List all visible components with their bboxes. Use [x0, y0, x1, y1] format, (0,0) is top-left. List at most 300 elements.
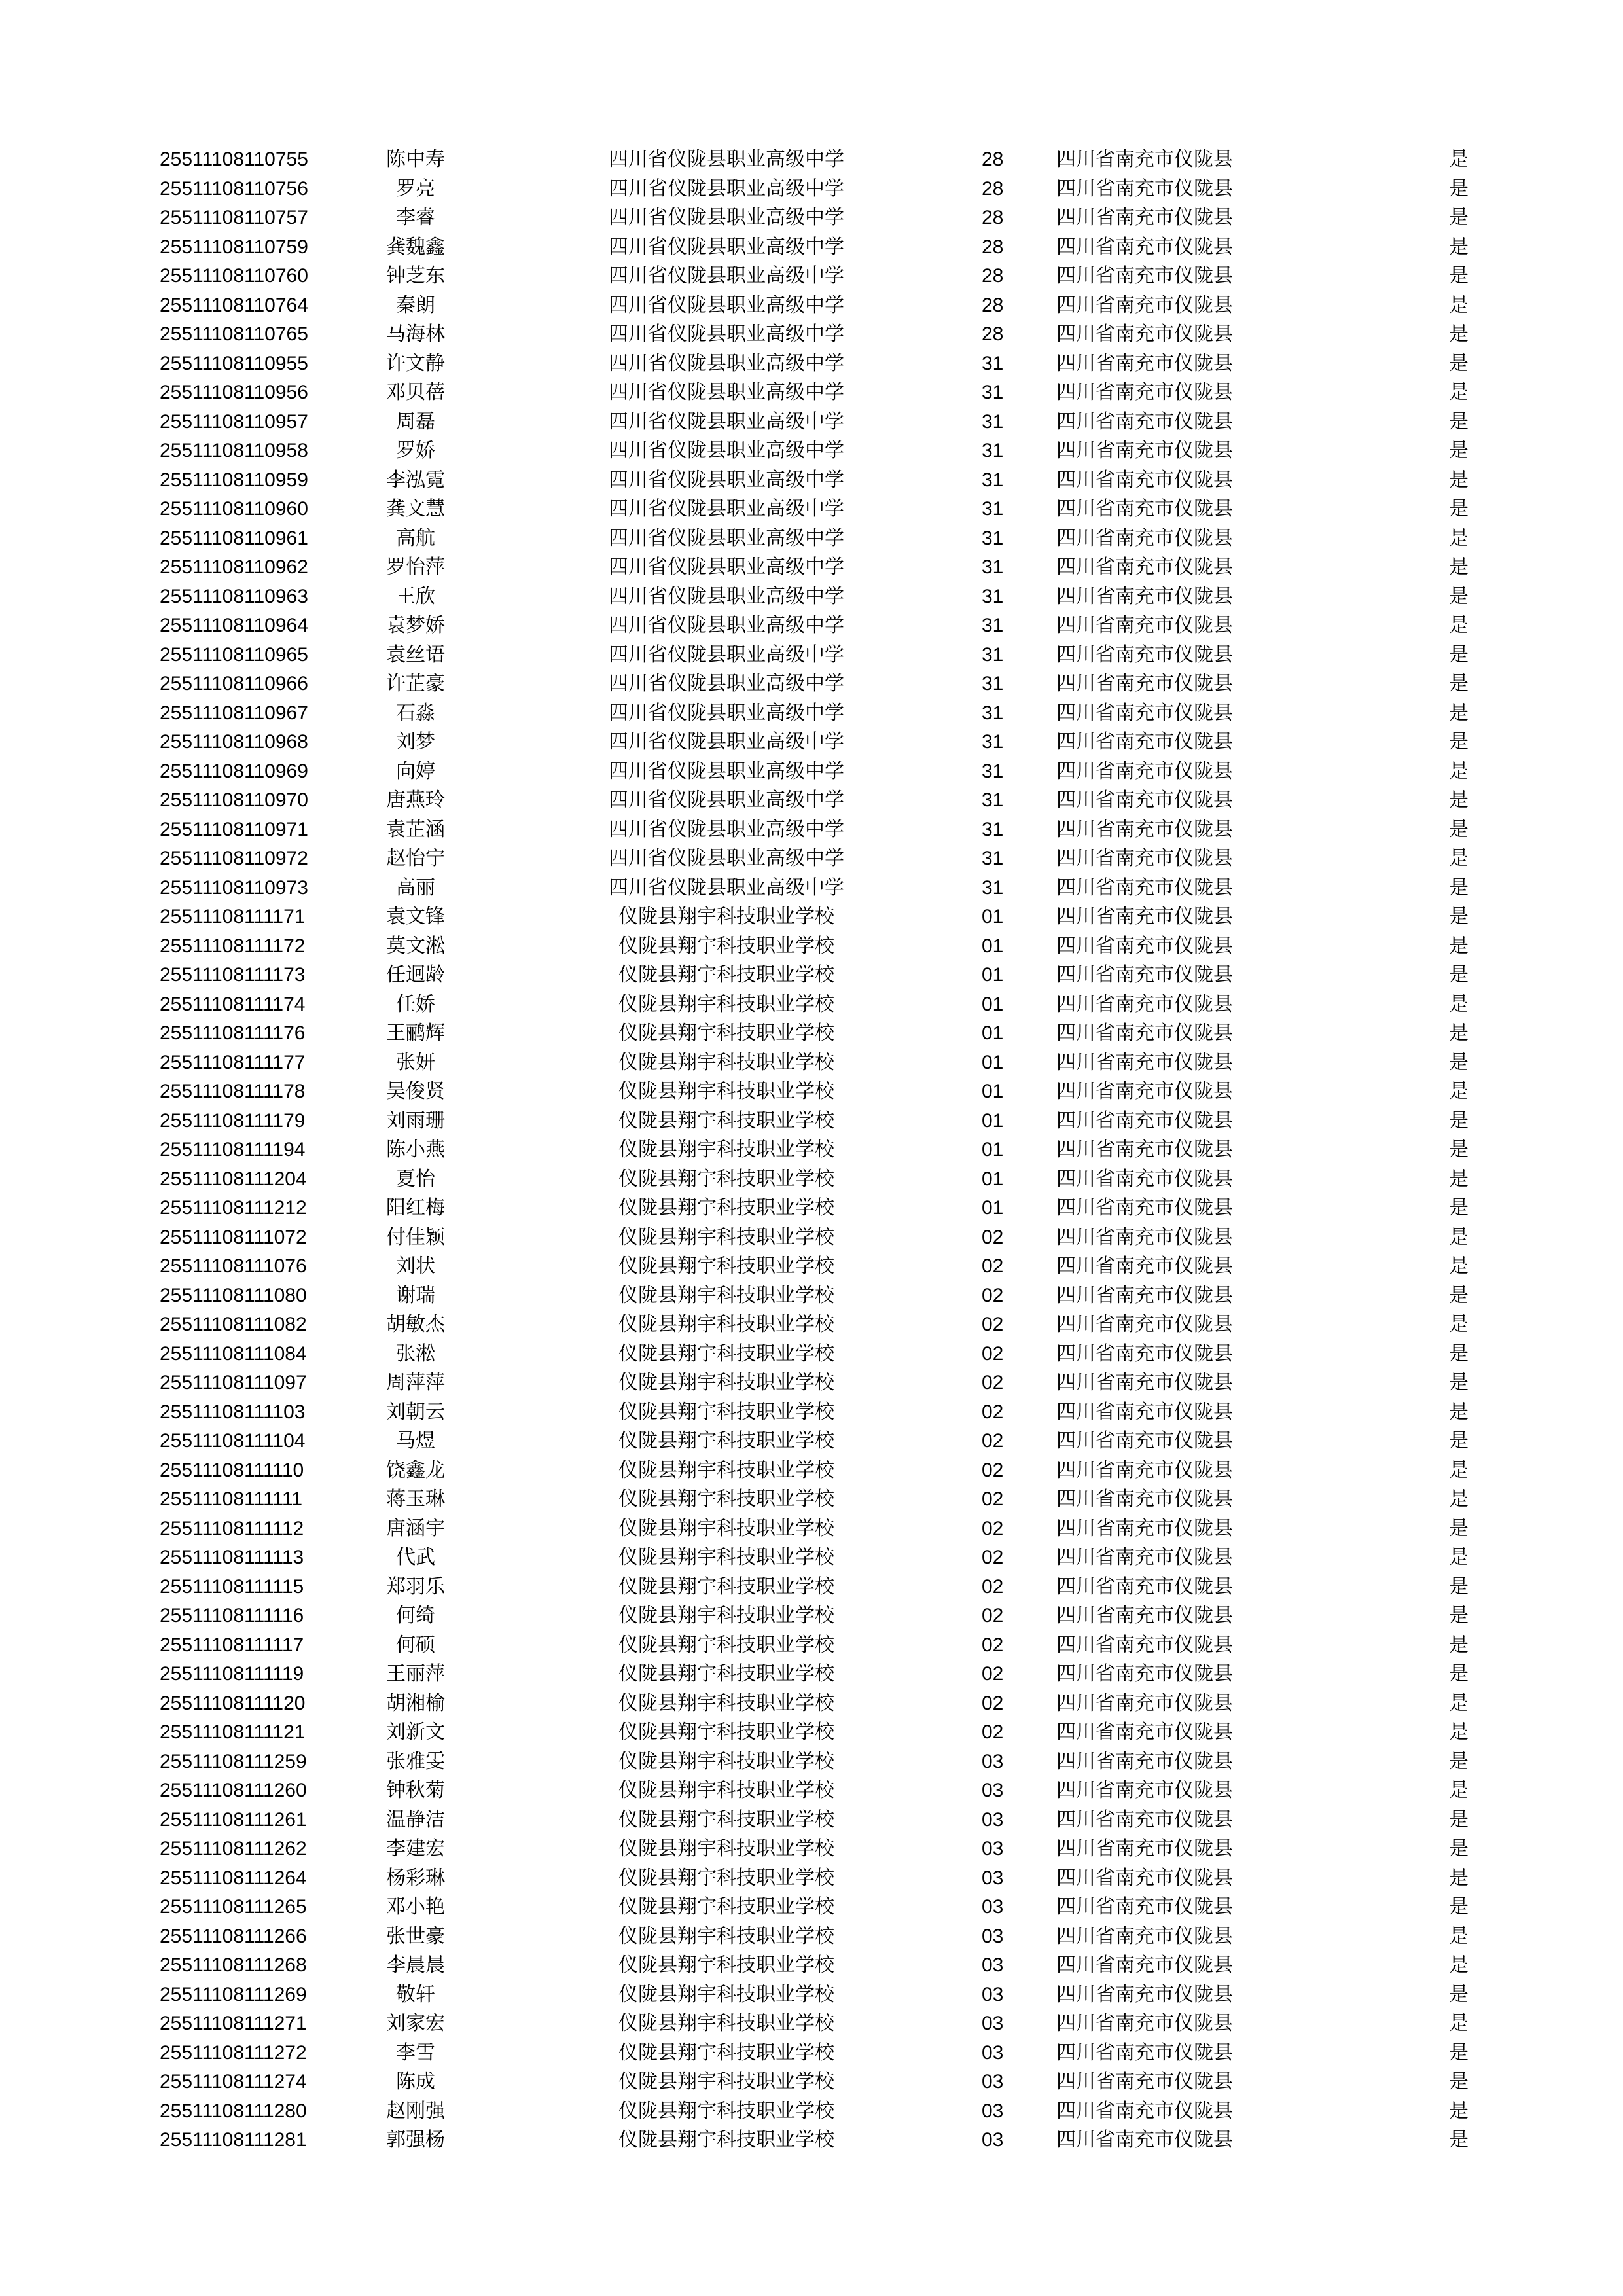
- class-number-cell: 02: [982, 1547, 1004, 1568]
- status-flag-cell: 是: [1449, 643, 1469, 666]
- student-name-cell: 李泓霓: [386, 468, 445, 492]
- class-number-cell: 02: [982, 1255, 1004, 1277]
- school-cell: 仪陇县翔宇科技职业学校: [618, 2012, 834, 2035]
- student-name-cell: 许文静: [386, 351, 445, 375]
- school-cell: 四川省仪陇县职业高级中学: [609, 817, 844, 841]
- school-cell: 仪陇县翔宇科技职业学校: [618, 1808, 834, 1831]
- class-number-cell: 02: [982, 1634, 1004, 1656]
- class-number-cell: 03: [982, 1896, 1004, 1918]
- student-id-cell: 25511108111097: [160, 1372, 307, 1393]
- school-cell: 仪陇县翔宇科技职业学校: [618, 1109, 834, 1132]
- table-row: [160, 1922, 1469, 1952]
- table-row: [160, 1077, 1469, 1107]
- student-id-cell: 25511108111204: [160, 1168, 307, 1190]
- student-name-cell: 温静洁: [386, 1808, 445, 1831]
- location-cell: 四川省南充市仪陇县: [1056, 759, 1233, 783]
- class-number-cell: 31: [982, 731, 1004, 753]
- student-id-cell: 25511108110966: [160, 673, 308, 694]
- location-cell: 四川省南充市仪陇县: [1056, 1488, 1233, 1511]
- school-cell: 四川省仪陇县职业高级中学: [609, 177, 844, 200]
- class-number-cell: 31: [982, 352, 1004, 374]
- student-id-cell: 25511108111173: [160, 964, 306, 986]
- student-name-cell: 郭强杨: [386, 2128, 445, 2151]
- status-flag-cell: 是: [1449, 556, 1469, 579]
- location-cell: 四川省南充市仪陇县: [1056, 264, 1233, 287]
- student-name-cell: 张妍: [396, 1050, 435, 1074]
- student-id-cell: 25511108110955: [160, 352, 308, 374]
- status-flag-cell: 是: [1449, 701, 1469, 725]
- student-name-cell: 饶鑫龙: [386, 1458, 445, 1482]
- school-cell: 仪陇县翔宇科技职业学校: [618, 1662, 834, 1685]
- class-number-cell: 03: [982, 2013, 1004, 2034]
- table-row: [160, 583, 1469, 612]
- class-number-cell: 03: [982, 1838, 1004, 1859]
- student-name-cell: 周磊: [396, 410, 435, 433]
- table-row: [160, 175, 1469, 204]
- student-id-cell: 25511108111274: [160, 2071, 307, 2092]
- location-cell: 四川省南充市仪陇县: [1056, 439, 1233, 462]
- location-cell: 四川省南充市仪陇县: [1056, 206, 1233, 229]
- school-cell: 四川省仪陇县职业高级中学: [609, 847, 844, 870]
- student-name-cell: 袁梦娇: [386, 614, 445, 637]
- student-id-cell: 25511108111111: [160, 1488, 302, 1510]
- status-flag-cell: 是: [1449, 1400, 1469, 1424]
- school-cell: 仪陇县翔宇科技职业学校: [618, 2070, 834, 2093]
- student-id-cell: 25511108110961: [160, 527, 308, 549]
- class-number-cell: 31: [982, 556, 1004, 578]
- student-id-cell: 25511108110960: [160, 498, 308, 520]
- table-row: [160, 1398, 1469, 1427]
- school-cell: 仪陇县翔宇科技职业学校: [618, 1458, 834, 1482]
- student-name-cell: 邓贝蓓: [386, 381, 445, 404]
- status-flag-cell: 是: [1449, 817, 1469, 841]
- status-flag-cell: 是: [1449, 1575, 1469, 1598]
- student-id-cell: 25511108111194: [160, 1139, 306, 1160]
- table-row: [160, 1427, 1469, 1456]
- status-flag-cell: 是: [1449, 1516, 1469, 1540]
- status-flag-cell: 是: [1449, 2128, 1469, 2151]
- student-name-cell: 陈小燕: [386, 1138, 445, 1161]
- status-flag-cell: 是: [1449, 1691, 1469, 1715]
- student-id-cell: 25511108111112: [160, 1517, 304, 1539]
- school-cell: 仪陇县翔宇科技职业学校: [618, 1982, 834, 2006]
- location-cell: 四川省南充市仪陇县: [1056, 963, 1233, 986]
- status-flag-cell: 是: [1449, 730, 1469, 753]
- location-cell: 四川省南充市仪陇县: [1056, 1546, 1233, 1569]
- student-name-cell: 袁丝语: [386, 643, 445, 666]
- status-flag-cell: 是: [1449, 1050, 1469, 1074]
- location-cell: 四川省南充市仪陇县: [1056, 672, 1233, 695]
- location-cell: 四川省南充市仪陇县: [1056, 2099, 1233, 2123]
- table-row: [160, 641, 1469, 670]
- student-id-cell: 25511108111176: [160, 1022, 306, 1044]
- student-id-cell: 25511108111281: [160, 2129, 307, 2151]
- table-row: [160, 1602, 1469, 1631]
- table-row: [160, 291, 1469, 321]
- student-id-cell: 25511108110757: [160, 207, 308, 228]
- school-cell: 仪陇县翔宇科技职业学校: [618, 1895, 834, 1918]
- table-row: [160, 1136, 1469, 1165]
- student-name-cell: 吴俊贤: [386, 1080, 445, 1103]
- location-cell: 四川省南充市仪陇县: [1056, 1225, 1233, 1249]
- student-name-cell: 刘新文: [386, 1721, 445, 1744]
- table-row: [160, 495, 1469, 524]
- school-cell: 四川省仪陇县职业高级中学: [609, 351, 844, 375]
- student-name-cell: 赵怡宁: [386, 847, 445, 870]
- student-id-cell: 25511108111172: [160, 935, 306, 957]
- school-cell: 仪陇县翔宇科技职业学校: [618, 1779, 834, 1802]
- class-number-cell: 01: [982, 1139, 1004, 1160]
- table-row: [160, 816, 1469, 845]
- status-flag-cell: 是: [1449, 1313, 1469, 1336]
- location-cell: 四川省南充市仪陇县: [1056, 351, 1233, 375]
- table-row: [160, 2039, 1469, 2068]
- class-number-cell: 03: [982, 1983, 1004, 2005]
- table-row: [160, 408, 1469, 437]
- class-number-cell: 31: [982, 876, 1004, 899]
- status-flag-cell: 是: [1449, 1779, 1469, 1802]
- school-cell: 仪陇县翔宇科技职业学校: [618, 1080, 834, 1103]
- table-row: [160, 961, 1469, 990]
- location-cell: 四川省南充市仪陇县: [1056, 1167, 1233, 1191]
- table-row: [160, 204, 1469, 233]
- class-number-cell: 02: [982, 1575, 1004, 1598]
- student-id-cell: 25511108110971: [160, 818, 308, 840]
- status-flag-cell: 是: [1449, 1283, 1469, 1307]
- student-roster-table: [160, 145, 1469, 2155]
- class-number-cell: 31: [982, 585, 1004, 607]
- table-row: [160, 1252, 1469, 1282]
- status-flag-cell: 是: [1449, 1749, 1469, 1773]
- location-cell: 四川省南充市仪陇县: [1056, 2128, 1233, 2151]
- table-row: [160, 1631, 1469, 1660]
- school-cell: 仪陇县翔宇科技职业学校: [618, 1604, 834, 1627]
- class-number-cell: 01: [982, 1022, 1004, 1044]
- student-name-cell: 何绮: [396, 1604, 435, 1627]
- student-name-cell: 刘家宏: [386, 2012, 445, 2035]
- status-flag-cell: 是: [1449, 1167, 1469, 1191]
- status-flag-cell: 是: [1449, 584, 1469, 608]
- table-row: [160, 1660, 1469, 1689]
- location-cell: 四川省南充市仪陇县: [1056, 730, 1233, 753]
- location-cell: 四川省南充市仪陇县: [1056, 1575, 1233, 1598]
- school-cell: 四川省仪陇县职业高级中学: [609, 759, 844, 783]
- status-flag-cell: 是: [1449, 1895, 1469, 1918]
- school-cell: 四川省仪陇县职业高级中学: [609, 614, 844, 637]
- location-cell: 四川省南充市仪陇县: [1056, 643, 1233, 666]
- student-name-cell: 刘梦: [396, 730, 435, 753]
- student-id-cell: 25511108111178: [160, 1081, 306, 1102]
- student-id-cell: 25511108110759: [160, 236, 308, 258]
- student-id-cell: 25511108110962: [160, 556, 308, 578]
- table-row: [160, 524, 1469, 554]
- student-name-cell: 何硕: [396, 1633, 435, 1657]
- table-row: [160, 874, 1469, 903]
- school-cell: 四川省仪陇县职业高级中学: [609, 556, 844, 579]
- table-row: [160, 1282, 1469, 1311]
- student-name-cell: 许芷豪: [386, 672, 445, 695]
- location-cell: 四川省南充市仪陇县: [1056, 1895, 1233, 1918]
- student-id-cell: 25511108110764: [160, 294, 308, 316]
- class-number-cell: 03: [982, 1780, 1004, 1801]
- location-cell: 四川省南充市仪陇县: [1056, 2070, 1233, 2093]
- student-name-cell: 王丽萍: [386, 1662, 445, 1685]
- student-name-cell: 阳红梅: [386, 1196, 445, 1219]
- location-cell: 四川省南充市仪陇县: [1056, 1516, 1233, 1540]
- class-number-cell: 28: [982, 149, 1004, 170]
- school-cell: 仪陇县翔宇科技职业学校: [618, 1050, 834, 1074]
- class-number-cell: 03: [982, 2041, 1004, 2064]
- student-id-cell: 25511108111272: [160, 2041, 307, 2064]
- student-id-cell: 25511108111269: [160, 1983, 307, 2005]
- class-number-cell: 31: [982, 643, 1004, 666]
- student-id-cell: 25511108111116: [160, 1605, 304, 1626]
- status-flag-cell: 是: [1449, 148, 1469, 171]
- location-cell: 四川省南充市仪陇县: [1056, 847, 1233, 870]
- school-cell: 四川省仪陇县职业高级中学: [609, 410, 844, 433]
- location-cell: 四川省南充市仪陇县: [1056, 1662, 1233, 1685]
- student-name-cell: 李建宏: [386, 1837, 445, 1860]
- location-cell: 四川省南充市仪陇县: [1056, 468, 1233, 492]
- school-cell: 四川省仪陇县职业高级中学: [609, 381, 844, 404]
- student-name-cell: 张雅雯: [386, 1749, 445, 1773]
- status-flag-cell: 是: [1449, 1954, 1469, 1977]
- location-cell: 四川省南充市仪陇县: [1056, 323, 1233, 346]
- roster-body: [160, 145, 1469, 2155]
- school-cell: 四川省仪陇县职业高级中学: [609, 235, 844, 259]
- table-row: [160, 757, 1469, 787]
- table-row: [160, 670, 1469, 699]
- school-cell: 仪陇县翔宇科技职业学校: [618, 1429, 834, 1452]
- student-name-cell: 任迥龄: [386, 963, 445, 986]
- school-cell: 仪陇县翔宇科技职业学校: [618, 1255, 834, 1278]
- school-cell: 四川省仪陇县职业高级中学: [609, 439, 844, 462]
- class-number-cell: 31: [982, 469, 1004, 491]
- table-row: [160, 320, 1469, 350]
- location-cell: 四川省南充市仪陇县: [1056, 1400, 1233, 1424]
- student-name-cell: 杨彩琳: [386, 1866, 445, 1890]
- school-cell: 四川省仪陇县职业高级中学: [609, 584, 844, 608]
- table-row: [160, 378, 1469, 408]
- student-id-cell: 25511108111103: [160, 1401, 306, 1423]
- table-row: [160, 350, 1469, 379]
- school-cell: 四川省仪陇县职业高级中学: [609, 526, 844, 550]
- table-row: [160, 437, 1469, 466]
- table-row: [160, 1573, 1469, 1602]
- table-row: [160, 1864, 1469, 1893]
- student-name-cell: 钟秋菊: [386, 1779, 445, 1802]
- table-row: [160, 1515, 1469, 1544]
- class-number-cell: 03: [982, 1750, 1004, 1772]
- status-flag-cell: 是: [1449, 410, 1469, 433]
- student-name-cell: 周萍萍: [386, 1371, 445, 1394]
- student-id-cell: 25511108110970: [160, 789, 308, 811]
- school-cell: 四川省仪陇县职业高级中学: [609, 497, 844, 520]
- location-cell: 四川省南充市仪陇县: [1056, 1371, 1233, 1394]
- school-cell: 仪陇县翔宇科技职业学校: [618, 1837, 834, 1860]
- school-cell: 仪陇县翔宇科技职业学校: [618, 1138, 834, 1161]
- school-cell: 仪陇县翔宇科技职业学校: [618, 934, 834, 958]
- school-cell: 仪陇县翔宇科技职业学校: [618, 1691, 834, 1715]
- location-cell: 四川省南充市仪陇县: [1056, 1866, 1233, 1890]
- school-cell: 仪陇县翔宇科技职业学校: [618, 1400, 834, 1424]
- student-id-cell: 25511108111174: [160, 993, 306, 1015]
- table-row: [160, 2009, 1469, 2039]
- table-row: [160, 2097, 1469, 2126]
- student-name-cell: 陈中寿: [386, 148, 445, 171]
- location-cell: 四川省南充市仪陇县: [1056, 1255, 1233, 1278]
- status-flag-cell: 是: [1449, 789, 1469, 812]
- status-flag-cell: 是: [1449, 1633, 1469, 1657]
- student-id-cell: 25511108110973: [160, 876, 308, 899]
- table-row: [160, 1310, 1469, 1340]
- student-id-cell: 25511108111110: [160, 1459, 304, 1481]
- status-flag-cell: 是: [1449, 1924, 1469, 1948]
- student-name-cell: 罗亮: [396, 177, 435, 200]
- student-id-cell: 25511108111268: [160, 1954, 307, 1976]
- table-row: [160, 990, 1469, 1020]
- table-row: [160, 1776, 1469, 1806]
- location-cell: 四川省南充市仪陇县: [1056, 1954, 1233, 1977]
- student-id-cell: 25511108111264: [160, 1867, 307, 1889]
- location-cell: 四川省南充市仪陇县: [1056, 876, 1233, 899]
- student-id-cell: 25511108110755: [160, 149, 308, 170]
- class-number-cell: 02: [982, 1605, 1004, 1626]
- status-flag-cell: 是: [1449, 1866, 1469, 1890]
- status-flag-cell: 是: [1449, 1429, 1469, 1452]
- school-cell: 仪陇县翔宇科技职业学校: [618, 2099, 834, 2123]
- student-name-cell: 龚魏鑫: [386, 235, 445, 259]
- location-cell: 四川省南充市仪陇县: [1056, 789, 1233, 812]
- location-cell: 四川省南充市仪陇县: [1056, 1050, 1233, 1074]
- student-id-cell: 25511108110968: [160, 731, 308, 753]
- status-flag-cell: 是: [1449, 759, 1469, 783]
- status-flag-cell: 是: [1449, 614, 1469, 637]
- location-cell: 四川省南充市仪陇县: [1056, 1604, 1233, 1627]
- student-name-cell: 胡湘榆: [386, 1691, 445, 1715]
- table-row: [160, 1223, 1469, 1253]
- school-cell: 仪陇县翔宇科技职业学校: [618, 2128, 834, 2151]
- class-number-cell: 28: [982, 236, 1004, 258]
- table-row: [160, 1981, 1469, 2010]
- student-id-cell: 25511108111259: [160, 1750, 307, 1772]
- student-name-cell: 袁文锋: [386, 905, 445, 928]
- student-id-cell: 25511108110969: [160, 760, 308, 782]
- status-flag-cell: 是: [1449, 323, 1469, 346]
- class-number-cell: 28: [982, 265, 1004, 287]
- school-cell: 仪陇县翔宇科技职业学校: [618, 1225, 834, 1249]
- student-name-cell: 付佳颖: [386, 1225, 445, 1249]
- class-number-cell: 03: [982, 1808, 1004, 1831]
- status-flag-cell: 是: [1449, 1196, 1469, 1219]
- location-cell: 四川省南充市仪陇县: [1056, 293, 1233, 317]
- table-row: [160, 786, 1469, 816]
- table-row: [160, 1748, 1469, 1777]
- student-id-cell: 25511108111076: [160, 1255, 307, 1277]
- school-cell: 仪陇县翔宇科技职业学校: [618, 1546, 834, 1569]
- school-cell: 仪陇县翔宇科技职业学校: [618, 1924, 834, 1948]
- location-cell: 四川省南充市仪陇县: [1056, 556, 1233, 579]
- student-id-cell: 25511108111080: [160, 1284, 307, 1306]
- status-flag-cell: 是: [1449, 1109, 1469, 1132]
- school-cell: 四川省仪陇县职业高级中学: [609, 789, 844, 812]
- student-name-cell: 李晨晨: [386, 1954, 445, 1977]
- location-cell: 四川省南充市仪陇县: [1056, 1749, 1233, 1773]
- status-flag-cell: 是: [1449, 351, 1469, 375]
- location-cell: 四川省南充市仪陇县: [1056, 526, 1233, 550]
- table-row: [160, 2126, 1469, 2155]
- student-id-cell: 25511108111113: [160, 1547, 304, 1568]
- student-name-cell: 张淞: [396, 1342, 435, 1365]
- location-cell: 四川省南充市仪陇县: [1056, 584, 1233, 608]
- student-name-cell: 向婷: [396, 759, 435, 783]
- student-id-cell: 25511108111266: [160, 1925, 307, 1947]
- student-id-cell: 25511108111072: [160, 1226, 307, 1248]
- student-name-cell: 罗怡萍: [386, 556, 445, 579]
- student-id-cell: 25511108111265: [160, 1896, 307, 1918]
- location-cell: 四川省南充市仪陇县: [1056, 1458, 1233, 1482]
- table-row: [160, 145, 1469, 175]
- table-row: [160, 2068, 1469, 2097]
- student-id-cell: 25511108110958: [160, 440, 308, 461]
- student-id-cell: 25511108110756: [160, 177, 308, 200]
- location-cell: 四川省南充市仪陇县: [1056, 1837, 1233, 1860]
- class-number-cell: 28: [982, 323, 1004, 345]
- table-row: [160, 1893, 1469, 1922]
- status-flag-cell: 是: [1449, 1982, 1469, 2006]
- status-flag-cell: 是: [1449, 905, 1469, 928]
- school-cell: 四川省仪陇县职业高级中学: [609, 643, 844, 666]
- table-row: [160, 611, 1469, 641]
- table-row: [160, 1806, 1469, 1835]
- school-cell: 四川省仪陇县职业高级中学: [609, 876, 844, 899]
- class-number-cell: 02: [982, 1721, 1004, 1743]
- location-cell: 四川省南充市仪陇县: [1056, 1313, 1233, 1336]
- student-name-cell: 郑羽乐: [386, 1575, 445, 1598]
- student-id-cell: 25511108111177: [160, 1051, 306, 1073]
- status-flag-cell: 是: [1449, 1721, 1469, 1744]
- student-id-cell: 25511108111262: [160, 1838, 307, 1859]
- student-name-cell: 谢瑞: [396, 1283, 435, 1307]
- status-flag-cell: 是: [1449, 1342, 1469, 1365]
- table-row: [160, 1456, 1469, 1486]
- table-row: [160, 233, 1469, 262]
- table-row: [160, 553, 1469, 583]
- student-name-cell: 袁芷涵: [386, 817, 445, 841]
- status-flag-cell: 是: [1449, 1255, 1469, 1278]
- school-cell: 仪陇县翔宇科技职业学校: [618, 1283, 834, 1307]
- status-flag-cell: 是: [1449, 439, 1469, 462]
- student-name-cell: 赵刚强: [386, 2099, 445, 2123]
- status-flag-cell: 是: [1449, 992, 1469, 1016]
- class-number-cell: 01: [982, 1109, 1004, 1132]
- table-row: [160, 728, 1469, 757]
- table-row: [160, 1019, 1469, 1049]
- class-number-cell: 01: [982, 935, 1004, 957]
- table-row: [160, 1718, 1469, 1748]
- table-row: [160, 466, 1469, 495]
- student-name-cell: 钟芝东: [386, 264, 445, 287]
- school-cell: 仪陇县翔宇科技职业学校: [618, 905, 834, 928]
- class-number-cell: 31: [982, 673, 1004, 694]
- student-name-cell: 李睿: [396, 206, 435, 229]
- class-number-cell: 31: [982, 789, 1004, 811]
- class-number-cell: 01: [982, 993, 1004, 1015]
- student-name-cell: 胡敏杰: [386, 1313, 445, 1336]
- school-cell: 仪陇县翔宇科技职业学校: [618, 1575, 834, 1598]
- student-name-cell: 王欣: [396, 584, 435, 608]
- class-number-cell: 02: [982, 1372, 1004, 1393]
